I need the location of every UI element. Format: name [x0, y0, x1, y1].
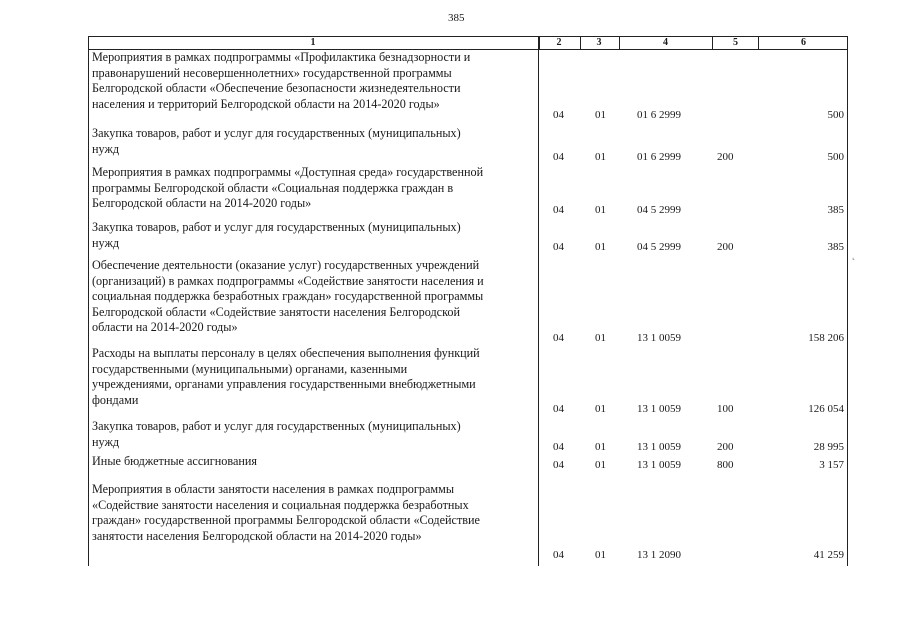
row-cell-c4: 13 1 0059 [637, 332, 681, 344]
row-cell-c3: 01 [595, 151, 606, 163]
row-description-line: граждан» государственной программы Белгородской области «Содействие [92, 513, 480, 528]
row-cell-c3: 01 [595, 241, 606, 253]
row-cell-c3: 01 [595, 332, 606, 344]
table-col-1-border [538, 36, 539, 566]
header-col-2: 2 [556, 37, 562, 48]
row-cell-c6: 158 206 [808, 332, 844, 344]
row-cell-c6: 41 259 [813, 549, 844, 561]
header-divider [712, 36, 713, 50]
header-col-4: 4 [663, 37, 668, 48]
row-cell-c2: 04 [553, 109, 564, 121]
table-header [88, 36, 848, 50]
row-cell-c4: 13 1 0059 [637, 403, 681, 415]
row-description-line: Мероприятия в рамках подпрограммы «Профилактика безнадзорности и [92, 50, 471, 64]
row-description-line: (организаций) в рамках подпрограммы «Содействие занятости населения и [92, 273, 484, 288]
row-description-line: занятости населения Белгородской области на 2014-2020 годы» [92, 528, 422, 543]
row-cell-c5: 200 [717, 441, 734, 453]
row-description-line: области на 2014-2020 годы» [92, 320, 238, 335]
header-divider [539, 36, 540, 50]
row-cell-c3: 01 [595, 109, 606, 121]
row-cell-c2: 04 [553, 549, 564, 561]
row-description-line: фондами [92, 392, 139, 407]
row-description-line: социальная поддержка безработных граждан» государственной программы [92, 289, 484, 304]
row-cell-c2: 04 [553, 459, 564, 471]
row-description-line: Иные бюджетные ассигнования [92, 454, 258, 468]
row-description-line: учреждениями, органами управления государственными внебюджетными [92, 377, 476, 392]
row-cell-c6: 28 995 [813, 441, 844, 453]
row-description-line: Обеспечение деятельности (оказание услуг) государственных учреждений [92, 258, 480, 272]
row-cell-c5: 800 [717, 459, 734, 471]
row-cell-c4: 13 1 0059 [637, 441, 681, 453]
row-cell-c3: 01 [595, 204, 606, 216]
row-description-line: нужд [92, 434, 120, 449]
row-description-line: нужд [92, 141, 120, 156]
header-col-5: 5 [733, 37, 738, 48]
row-cell-c5: 100 [717, 403, 734, 415]
header-col-1: 1 [310, 37, 316, 48]
row-cell-c2: 04 [553, 403, 564, 415]
row-description-line: Закупка товаров, работ и услуг для государственных (муниципальных) [92, 419, 461, 433]
row-description-line: населения и территорий Белгородской области на 2014-2020 годы» [92, 96, 440, 111]
row-description-line: программы Белгородской области «Социальная поддержка граждан в [92, 180, 454, 195]
row-cell-c6: 3 157 [819, 459, 844, 471]
row-cell-c6: 126 054 [808, 403, 844, 415]
row-description-line: Белгородской области на 2014-2020 годы» [92, 196, 312, 211]
row-cell-c5: 200 [717, 241, 734, 253]
row-cell-c3: 01 [595, 459, 606, 471]
scan-mark: ˛ [852, 250, 856, 261]
row-description-line: Расходы на выплаты персоналу в целях обеспечения выполнения функций [92, 346, 480, 360]
row-description-line: Мероприятия в области занятости населения в рамках подпрограммы [92, 482, 455, 496]
row-cell-c3: 01 [595, 403, 606, 415]
header-divider [619, 36, 620, 50]
page-number: 385 [448, 12, 465, 24]
row-cell-c4: 13 1 2090 [637, 549, 681, 561]
row-cell-c2: 04 [553, 151, 564, 163]
row-cell-c4: 01 6 2999 [637, 109, 681, 121]
row-cell-c5: 200 [717, 151, 734, 163]
header-col-6: 6 [801, 37, 806, 48]
row-description-line: Закупка товаров, работ и услуг для государственных (муниципальных) [92, 126, 461, 140]
table-right-border [847, 36, 848, 566]
row-cell-c3: 01 [595, 441, 606, 453]
row-cell-c2: 04 [553, 441, 564, 453]
row-cell-c6: 500 [827, 151, 844, 163]
row-description-line: правонарушений несовершеннолетних» государственной программы [92, 65, 452, 80]
header-col-3: 3 [596, 37, 602, 48]
row-description-line: Белгородской области «Содействие занятости населения Белгородской [92, 304, 460, 319]
row-description-line: Закупка товаров, работ и услуг для государственных (муниципальных) [92, 220, 461, 234]
row-description-line: «Содействие занятости населения и социальная поддержка безработных [92, 497, 469, 512]
row-cell-c2: 04 [553, 332, 564, 344]
row-cell-c4: 04 5 2999 [637, 204, 681, 216]
row-cell-c6: 385 [827, 241, 844, 253]
row-cell-c3: 01 [595, 549, 606, 561]
row-cell-c6: 385 [827, 204, 844, 216]
header-divider [580, 36, 581, 50]
row-description-line: Белгородской области «Обеспечение безопасности жизнедеятельности [92, 81, 461, 96]
row-cell-c6: 500 [827, 109, 844, 121]
row-cell-c4: 13 1 0059 [637, 459, 681, 471]
row-cell-c2: 04 [553, 204, 564, 216]
table-left-border [88, 36, 89, 566]
row-cell-c4: 04 5 2999 [637, 241, 681, 253]
row-description-line: государственными (муниципальными) органами, казенными [92, 361, 408, 376]
row-cell-c2: 04 [553, 241, 564, 253]
row-description-line: нужд [92, 235, 120, 250]
row-description-line: Мероприятия в рамках подпрограммы «Доступная среда» государственной [92, 165, 484, 179]
header-divider [758, 36, 759, 50]
row-cell-c4: 01 6 2999 [637, 151, 681, 163]
